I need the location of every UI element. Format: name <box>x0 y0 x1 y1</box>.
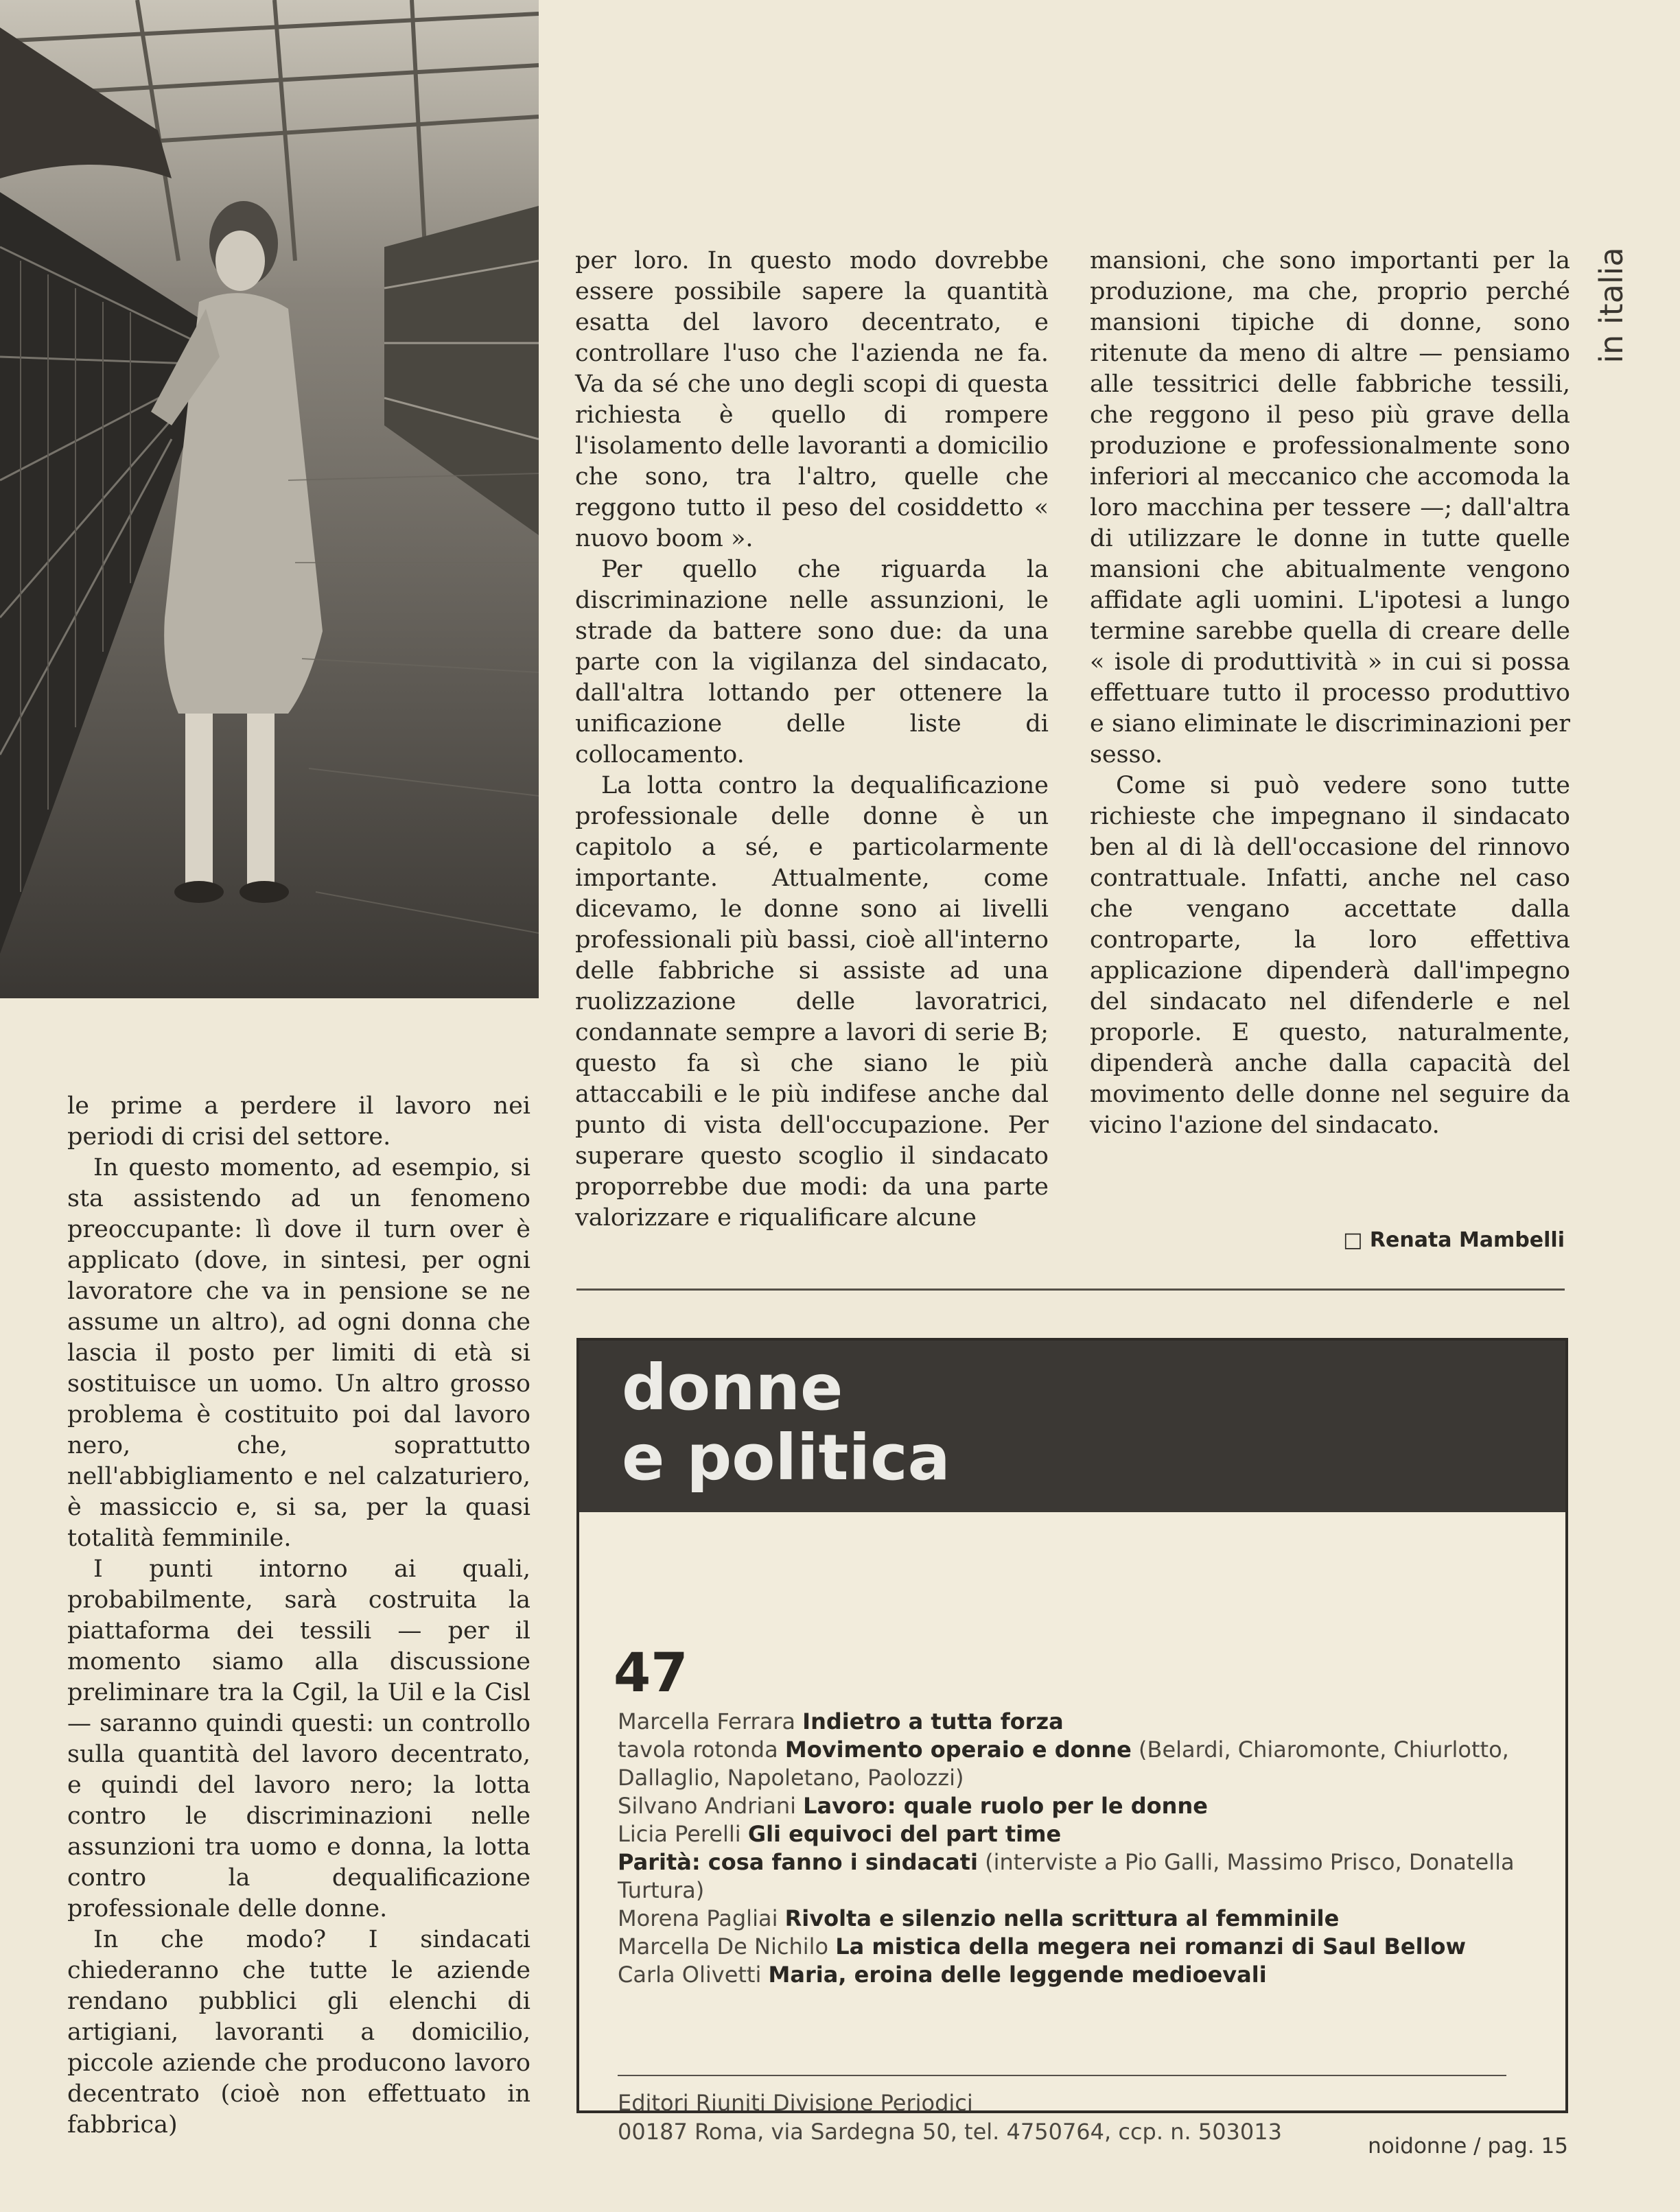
toc-author: Silvano Andriani <box>618 1793 796 1819</box>
factory-photo <box>0 0 539 998</box>
toc-author: Marcella De Nichilo <box>618 1933 829 1960</box>
article-column-1 <box>67 1091 530 2141</box>
section-tag: in italia <box>1593 247 1630 364</box>
toc-title: Movimento operaio e donne <box>784 1737 1132 1763</box>
page-footer <box>1338 2134 1568 2158</box>
page-number: pag. 15 <box>1487 2134 1568 2158</box>
paragraph: Come si può vedere sono tutte richieste che impegnano il sindacato ben al di là dell'occasione del rinnovo contrattuale. Infatti, anche nel caso che vengano accettate dalla controparte, la loro effettiva applicazione dipenderà dall'impegno del sindacato nel difenderle e nel proporle. E questo, naturalmente, dipenderà anche dalla capacità del movimento delle donne nel seguire da vicino l'azione del sindacato. <box>1090 772 1570 1139</box>
toc-entry <box>618 1820 1544 1848</box>
toc-note: (interviste a Pio Galli, Massimo Prisco, Donatella Turtura) <box>618 1849 1515 1903</box>
toc-entry <box>618 1905 1544 1933</box>
toc-entry <box>618 1933 1544 1961</box>
toc-author: tavola rotonda <box>618 1737 778 1763</box>
toc-entry <box>618 1708 1544 1736</box>
ad-title-line-1: donne <box>622 1351 843 1424</box>
publisher-info <box>618 2089 1441 2146</box>
toc-entry <box>618 1848 1544 1905</box>
ad-title-line-2: e politica <box>622 1421 950 1494</box>
toc-author: Morena Pagliai <box>618 1905 778 1931</box>
toc-title: Maria, eroina delle leggende medioevali <box>768 1962 1267 1988</box>
toc-entry <box>618 1792 1544 1820</box>
paragraph: In che modo? I sindacati chiederanno che tutte le aziende rendano pubblici gli elenchi di artigiani, lavoranti a domicilio, piccole aziende che producono lavoro decentrato (cioè non effettuato in fabbrica) <box>67 1926 530 2139</box>
toc-title: La mistica della megera nei romanzi di Saul Bellow <box>835 1933 1467 1960</box>
toc-entry <box>618 1736 1544 1792</box>
paragraph: I punti intorno ai quali, probabilmente, sarà costruita la piattaforma dei tessili — per il momento siamo alla discussione preliminare tra la Cgil, la Uil e la Cisl — saranno quindi questi: un controllo sulla quantità del lavoro decentrato, e quindi del lavoro nero; la lotta contro le discriminazioni nelle assunzioni tra uomo e donna, la lotta contro la dequalificazione professionale delle donne. <box>67 1555 530 1922</box>
toc-author: Marcella Ferrara <box>618 1708 795 1734</box>
toc-title: Gli equivoci del part time <box>747 1821 1062 1847</box>
divider <box>576 1289 1565 1291</box>
paragraph: per loro. In questo modo dovrebbe essere possibile sapere la quantità esatta del lavoro decentrato, e controllare l'uso che l'azienda ne fa. Va da sé che uno degli scopi di questa richiesta è quello di rompere l'isolamento delle lavoranti a domicilio che sono, tra l'altro, quelle che reggono tutto il peso del cosiddetto « nuovo boom ». <box>575 247 1049 552</box>
ad-title <box>622 1353 950 1493</box>
issue-number: 47 <box>614 1643 688 1704</box>
paragraph: mansioni, che sono importanti per la produzione, ma che, proprio perché mansioni tipiche di donne, sono ritenute da meno di altre — pensiamo alle tessitrici delle fabbriche tessili, che reggono il peso più grave della produzione e professionalmente sono inferiori al meccanico che accomoda la loro macchina per tessere —; dall'altra di utilizzare le donne in tutte quelle mansioni che abitualmente vengono affidate agli uomini. L'ipotesi a lungo termine sarebbe quella di creare delle « isole di produttività » in cui si possa effettuare tutto il processo produttivo e siano eliminate le discriminazioni per sesso. <box>1090 247 1570 768</box>
toc-title: Parità: cosa fanno i sindacati <box>618 1849 978 1875</box>
publisher-address: 00187 Roma, via Sardegna 50, tel. 4750764, ccp. n. 503013 <box>618 2119 1282 2145</box>
paragraph: le prime a perdere il lavoro nei periodi di crisi del settore. <box>67 1092 530 1151</box>
toc-title: Rivolta e silenzio nella scrittura al femminile <box>784 1905 1340 1931</box>
table-of-contents <box>618 1708 1544 1989</box>
author-signature: □ Renata Mambelli <box>1343 1228 1565 1252</box>
toc-title: Lavoro: quale ruolo per le donne <box>803 1793 1208 1819</box>
footer-separator: / <box>1473 2134 1481 2158</box>
toc-entry <box>618 1961 1544 1989</box>
toc-author: Licia Perelli <box>618 1821 741 1847</box>
article-column-2 <box>575 246 1049 1234</box>
ad-divider <box>618 2075 1506 2076</box>
article-column-3 <box>1090 246 1570 1141</box>
publisher-name: Editori Riuniti Divisione Periodici <box>618 2090 973 2116</box>
paragraph: In questo momento, ad esempio, si sta assistendo ad un fenomeno preoccupante: lì dove il turn over è applicato (dove, in sintesi, per ogni lavoratore che va in pensione se ne assume un altro), ad ogni donna che lascia il posto per limiti di età si sostituisce un uomo. Un altro grosso problema è costituito poi dal lavoro nero, che, soprattutto nell'abbigliamento e nel calzaturiero, è massiccio e, si sa, per la quasi totalità femminile. <box>67 1154 530 1552</box>
toc-title: Indietro a tutta forza <box>802 1708 1064 1734</box>
magazine-ad-box <box>576 1338 1568 2145</box>
toc-author: Carla Olivetti <box>618 1962 762 1988</box>
paragraph: La lotta contro la dequalificazione professionale delle donne è un capitolo a sé, e particolarmente importante. Attualmente, come dicevamo, le donne sono ai livelli professionali più bassi, cioè all'interno delle fabbriche si assiste ad una ruolizzazione delle lavoratrici, condannate sempre a lavori di serie B; questo fa sì che siano le più attaccabili e le più indifese anche dal punto di vista dell'occupazione. Per superare questo scoglio il sindacato proporrebbe due modi: da una parte valorizzare e riqualificare alcune <box>575 772 1049 1232</box>
magazine-name: noidonne <box>1368 2134 1467 2158</box>
ad-header <box>579 1341 1565 1512</box>
toc-note: (Belardi, Chiaromonte, Chiurlotto, Dallaglio, Napoletano, Paolozzi) <box>618 1737 1509 1791</box>
paragraph: Per quello che riguarda la discriminazione nelle assunzioni, le strade da battere sono due: da una parte con la vigilanza del sindacato, dall'altra lottando per ottenere la unificazione delle liste di collocamento. <box>575 556 1049 768</box>
